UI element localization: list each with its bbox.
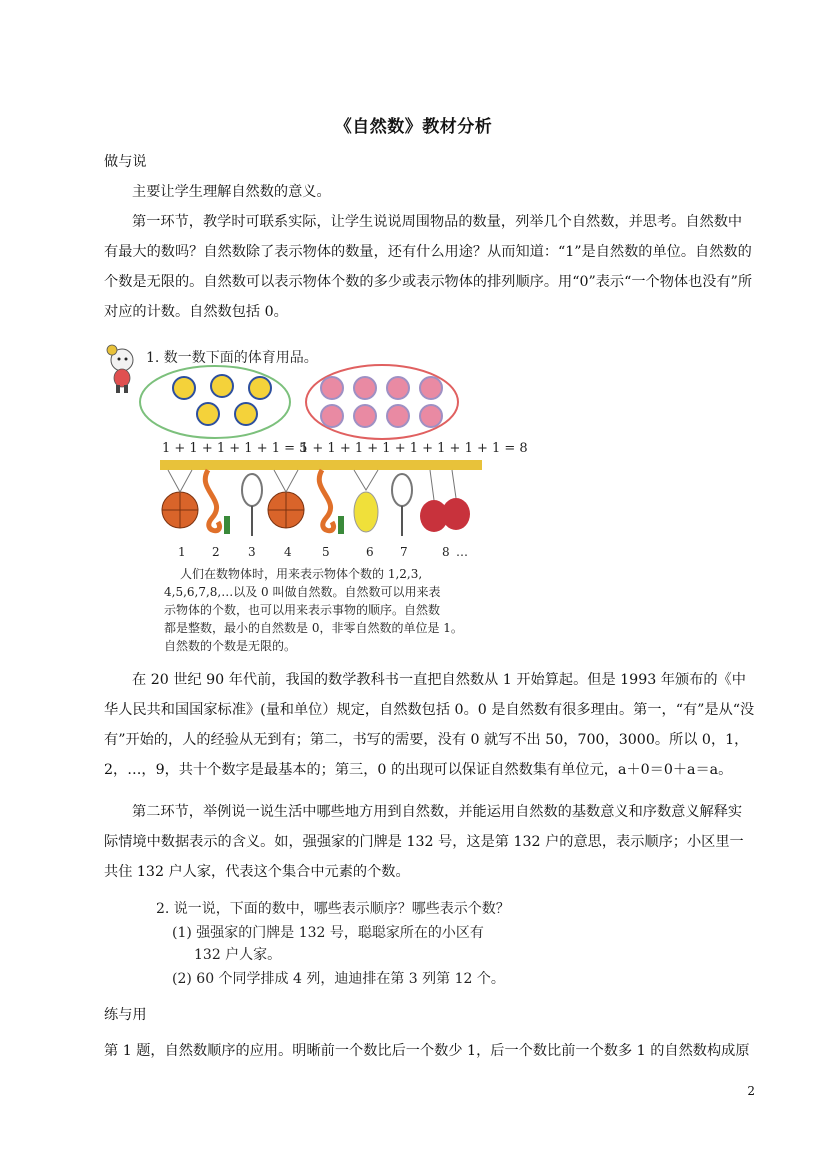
- paragraph-second-stage: 第二环节，举例说一说生活中哪些地方用到自然数，并能运用自然数的基数意义和序数意义解释实际情境中数据表示的含义。如，强强家的门牌是 132 号，这是第 132 户的意思，表示顺序；小区里一共住 132 户人家，代表这个集合中元素的个数。: [104, 804, 744, 880]
- paragraph-first-stage: 第一环节，教学时可联系实际，让学生说说周围物品的数量，列举几个自然数，并思考。自然数中有最大的数吗？自然数除了表示物体的数量，还有什么用途？从而知道：“1”是自然数的单位。自然数的个数是无限的。自然数可以表示物体个数的多少或表示物体的排列顺序。用“0”表示“一个物体也没有”所对应的计数。自然数包括 0。: [104, 214, 753, 320]
- number-label: 5: [322, 545, 330, 559]
- number-label: …: [456, 545, 468, 559]
- figure1-question: 1. 数一数下面的体育用品。: [146, 350, 318, 366]
- page-title: 《自然数》教材分析: [334, 117, 493, 137]
- figure2-question: 2. 说一说，下面的数中，哪些表示顺序？哪些表示个数？: [156, 901, 510, 917]
- textbook-figure-2: [154, 895, 510, 991]
- right-oval: [306, 365, 458, 439]
- number-label: 6: [366, 545, 374, 559]
- equation-left: 1 + 1 + 1 + 1 + 1 = 5: [162, 441, 308, 456]
- definition-line: 4,5,6,7,8,…以及 0 叫做自然数。自然数可以用来表: [164, 585, 441, 599]
- number-row: [178, 545, 468, 559]
- figure2-item1-line1: (1) 强强家的门牌是 132 号，聪聪家所在的小区有: [172, 925, 484, 941]
- number-label: 3: [248, 545, 256, 559]
- definition-line: 都是整数，最小的自然数是 0，非零自然数的单位是 1。: [164, 621, 463, 635]
- boxing-gloves-icon: [420, 470, 470, 532]
- definition-line: 人们在数物体时，用来表示物体个数的 1,2,3,: [180, 567, 423, 581]
- basketball-icon: [162, 470, 198, 528]
- mascot-icon: [107, 345, 133, 393]
- equation-right: 1 + 1 + 1 + 1 + 1 + 1 + 1 + 1 = 8: [300, 441, 528, 456]
- number-label: 4: [284, 545, 292, 559]
- number-label: 1: [178, 545, 186, 559]
- figure2-item1-line2: 132 户人家。: [194, 947, 282, 963]
- pink-ball-icon: [321, 377, 442, 427]
- jump-rope-icon: [205, 470, 230, 534]
- number-label: 2: [212, 545, 220, 559]
- definition-line: 自然数的个数是无限的。: [164, 639, 297, 653]
- badminton-racket-icon-2: [392, 474, 412, 536]
- page-number: 2: [747, 1084, 755, 1098]
- jump-rope-icon-2: [319, 470, 344, 534]
- hanging-bar: [160, 460, 482, 470]
- intro-paragraph: 主要让学生理解自然数的意义。: [132, 184, 331, 200]
- section-heading-practice: 练与用: [104, 1007, 147, 1023]
- textbook-figure-1: [100, 340, 528, 660]
- volleyball-icon: [173, 375, 271, 425]
- number-label: 8: [442, 545, 450, 559]
- number-label: 7: [400, 545, 408, 559]
- paragraph-zero-history: 在 20 世纪 90 年代前，我国的数学教科书一直把自然数从 1 开始算起。但是 1993 年颁布的《中华人民共和国国家标准》(量和单位）规定，自然数包括 0。0 是自然数有很多理由。第一，“有”是从“没有”开始的，人的经验从无到有；第二，书写的需要，没有 0 就写不出 50，700，3000。所以 0，1，2，…，9，共十个数字是最基本的；第三，0 的出现可以保证自然数集有单位元，a＋0＝0＋a＝a。: [104, 672, 755, 778]
- paragraph-question-1: 第 1 题，自然数顺序的应用。明晰前一个数比后一个数少 1，后一个数比前一个数多 1 的自然数构成原: [104, 1043, 750, 1059]
- section-heading-do-and-say: 做与说: [104, 154, 147, 170]
- yellow-balls-net-icon: [354, 470, 378, 532]
- figure2-item2: (2) 60 个同学排成 4 列，迪迪排在第 3 列第 12 个。: [172, 971, 505, 987]
- definition-line: 示物体的个数，也可以用来表示事物的顺序。自然数: [164, 603, 441, 617]
- badminton-racket-icon: [242, 474, 262, 536]
- basketball-icon-2: [268, 470, 304, 528]
